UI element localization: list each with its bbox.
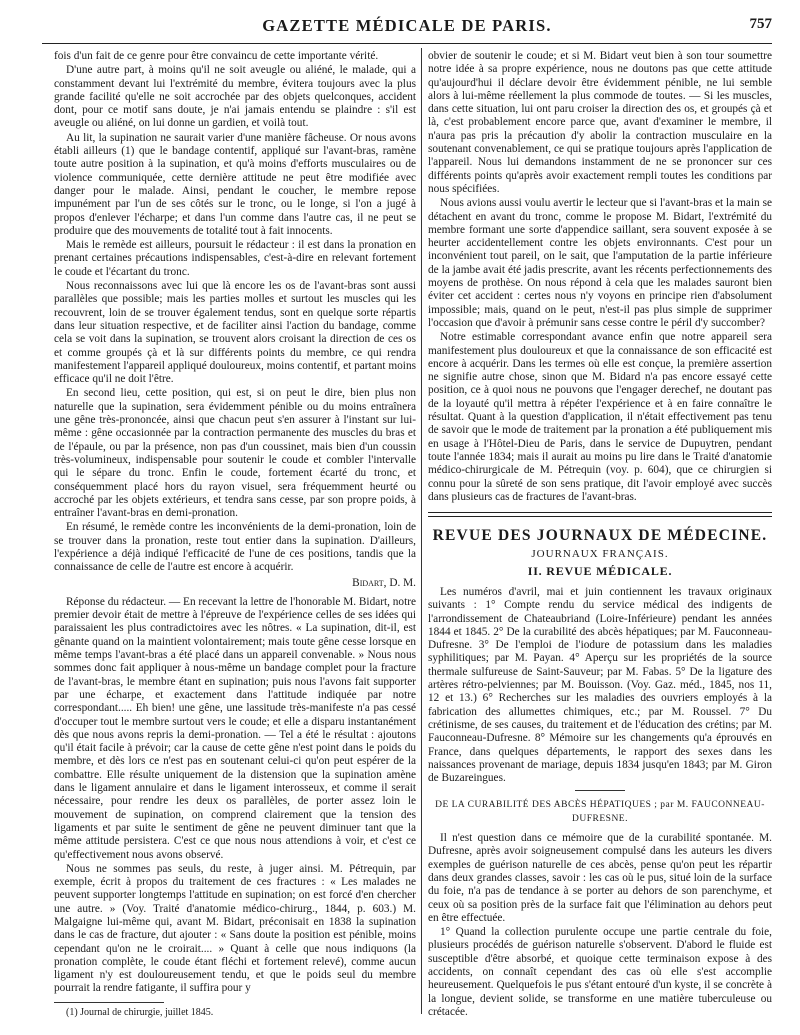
paragraph: Nous reconnaissons avec lui que là encore les os de l'avant-bras sont aussi parallèles que possible; mais les parties molles et surtout les muscles qui les recouvrent, loin de se trouver également tendus, sont en quelque sorte répartis dans leur situation respective, et de faciliter ainsi l'action du bandage, comme cela se voit dans la supination, se trouvent alors croisant la direction de ces os et comme groupés çà et là sur différents points du membre, ce qui rendra manifestement l'appareil appliqué douloureux, moins contentif, et partant moins efficace qu'il ne doit l'être.: [54, 280, 416, 386]
left-column: [54, 50, 416, 1020]
journal-title: GAZETTE MÉDICALE DE PARIS.: [262, 16, 552, 35]
paragraph: Nous avions aussi voulu avertir le lecteur que si l'avant-bras et la main se détachent en avant du tronc, comme le propose M. Bidart, l'extrémité du membre formant une sorte d'appendice saillant, sera souvent exposée à se heurter accidentellement contre les objets environnants. C'est pour un inconvénient tout pareil, on le sait, que l'amputation de la partie inférieure de la jambe avait été jadis prescrite, avant les récents perfectionnements des moyens de prothèse. On nous répond à cela que les malades sauront bien éviter cet accident : certes nous n'y voyons en principe rien d'absolument impossible; mais, quand on le peut, n'est-il pas plus simple de supprimer l'occasion que d'avoir à prémunir sans cesse contre le péril d'y succomber?: [428, 197, 772, 329]
article-heading: DE LA CURABILITÉ DES ABCÈS HÉPATIQUES ; par M. FAUCONNEAU-DUFRESNE.: [435, 800, 765, 824]
page-number: 757: [749, 16, 772, 32]
footnote: (1) Journal de chirurgie, juillet 1845.: [66, 1006, 214, 1018]
paragraph: obvier de soutenir le coude; et si M. Bidart veut bien à son tour soumettre notre idée à sa propre expérience, nous ne doutons pas que cette attitude qu'aujourd'hui il déclare devoir être évidemment pénible, ne lui semble alors à lui-même réellement la plus commode de toutes. — Si les muscles, dans cette situation, lui ont paru croiser la direction des os, et groupés çà et là, c'est probablement encore parce que, avant d'examiner le membre, il n'aura pas pris la précaution d'y abolir la contraction musculaire en la soutenant convenablement, ce qui se pratique toujours après l'application de l'appareil. Nous lui demandons instamment de ne se prononcer sur ces différents points qu'après avoir exactement rempli toutes les conditions par nous spécifiées.: [428, 50, 772, 195]
paragraph: En résumé, le remède contre les inconvénients de la demi-pronation, loin de se trouver dans la pronation, reste tout entier dans la supination. D'ailleurs, l'expérience a déjà indiqué l'efficacité de l'une de ces positions, tandis que la connaissance de celle de l'autre est encore à acquérir.: [54, 521, 416, 574]
running-header: [42, 16, 772, 40]
section-rule: [428, 512, 772, 517]
section-subtitle: JOURNAUX FRANÇAIS.: [531, 548, 669, 561]
section-title: REVUE DES JOURNAUX DE MÉDECINE.: [432, 527, 768, 545]
paragraph: Réponse du rédacteur. — En recevant la lettre de l'honorable M. Bidart, notre premier devoir était de mettre à l'épreuve de l'expérience celles de ses idées qui paraissaient les plus contradictoires avec les nôtres. « La supination, dit-il, est gênante quand on la maintient volontairement; mais toute gêne cesse lorsque en même temps l'avant-bras a été placé dans un appareil convenable. » Nous nous sommes donc fait appliquer à nous-même un bandage complet pour la fracture de l'avant-bras, le membre étant en supination; puis nous l'avons fait supporter par une écharpe, et exactement dans l'attitude indiquée par notre correspondant..... Eh bien! une gêne, une lassitude très-manifeste n'a pas cessé d'occuper tout le membre surtout vers le coude; et elle a disparu instantanément dès que nous avons repris la demi-pronation. — Tel a été le résultat : ajoutons qu'il était facile à prévoir; car la cause de cette gêne n'est point dans le poids du membre, et dès lors ce n'est pas en soutenant celui-ci qu'on peut espérer de la combattre. Elle résulte uniquement de la distension que la supination amène dans le ligament annulaire et dans le ligament interosseux, et comme il serait nécessaire, pour rendre les deux os parallèles, de porter assez loin le mouvement de supination, on comprend clairement que la tension des ligaments et par suite le sentiment de gêne ne peuvent diminuer tant que la même attitude persistera. C'est ce que nous nous attendions à voir, et c'est ce qu'effectivement nous avons observé.: [54, 595, 416, 861]
column-divider: [421, 48, 422, 1014]
footnote-rule: [54, 1002, 164, 1003]
paragraph: Il n'est question dans ce mémoire que de la curabilité spontanée. M. Dufresne, après avoir soigneusement compulsé dans les auteurs les divers exemples de guérison naturelle de ces abcès, pense qu'on peut les répartir dans deux grandes classes, savoir : les cas où le pus, situé loin de la surface du foie, n'a pas de tendance à se porter au dehors de son parenchyme, et ceux où sa position près de la surface fait que l'élimination au dehors peut en être effectuée.: [428, 832, 772, 924]
paragraph: Notre estimable correspondant avance enfin que notre appareil sera manifestement plus douloureux et que la connaissance de son efficacité est encore à acquérir. Dans les termes où elle est conçue, la première assertion ne signifie autre chose, sinon que M. Bidard n'a pas encore essayé cette position, ce à quoi nous ne pouvons que l'engager derechef, ne doutant pas de la loyauté qu'il mettra à répéter l'expérience et à en faire connaître le résultat. Quant à la question d'application, il n'était effectivement pas tenu de savoir que le mode de traitement par la pronation a été publiquement mis en usage à l'Hôtel-Dieu de Paris, dans le service de Dupuytren, pendant toute l'année 1834; mais il aurait au moins pu lire dans le Traité d'anatomie médico-chirurgicale de M. Pétrequin (voy. p. 604), que ce chirurgien si connu pour la sûreté de son sens pratique, dit l'avoir employé avec succès dans plusieurs cas de fractures de l'avant-bras.: [428, 331, 772, 503]
paragraph: Les numéros d'avril, mai et juin contiennent les travaux originaux suivants : 1° Compte rendu du service médical des indigents de l'arrondissement de Chateaubriand (Loire-Inférieure) pendant les années 1844 et 1845. 2° De la curabilité des abcès hépatiques; par M. Fauconneau-Dufresne. 3° De l'emploi de l'iodure de potassium dans les maladies syphilitiques; par M. Payan. 4° Aperçu sur les propriétés de la source thermale sulfureuse de Saint-Sauveur; par M. Fabas. 5° De la ligature des artères rétro-pelviennes; par M. Bouisson. (Voy. Gaz. méd., 1845, nos 11, 12 et 13.) 6° Recherches sur les maladies des ouvriers employés à la fabrication des allumettes chimiques, etc.; par M. Roussel. 7° Du crétinisme, de ses causes, du traitement et de l'éducation des crétins; par M. Fauconneau-Dufresne. 8° Mémoire sur les changements qu'a éprouvés en France, dans quelques départements, le rapport des sexes dans les naissances provenant de mariage, depuis 1834 jusqu'en 1843; par M. Giron de Buzareingues.: [428, 585, 772, 785]
signature: Bidart, D. M.: [352, 576, 416, 589]
paragraph: D'une autre part, à moins qu'il ne soit aveugle ou aliéné, le malade, qui a constamment devant lui l'extrémité du membre, évitera toujours avec la plus grande facilité qu'elle ne soit accrochée par des objets quelconques, accident dont, pour ce motif sans doute, je n'ai jamais entendu se plaindre : s'il est aveugle ou aliéné, on lui donne un gardien, et voilà tout.: [54, 64, 416, 130]
paragraph: En second lieu, cette position, qui est, si on peut le dire, bien plus non naturelle que la supination, sera évidemment pénible ou du moins entraînera une gêne très-prononcée, ainsi que chacun peut s'en assurer à l'instant sur lui-même : gêne occasionnée par la contraction permanente des muscles du bras et de l'épaule, ou par la présence, non pas d'un coussinet, mais bien d'un coussin très-volumineux, indispensable pour soutenir le coude et combler l'intervalle qui le sépare du tronc. Enfin le coude, fortement écarté du tronc, et conséquemment placé hors du rayon visuel, sera fréquemment heurté ou accroché par les objets extérieurs, et tendra sans cesse, par son propre poids, à entraîner l'avant-bras en demi-pronation.: [54, 387, 416, 520]
paragraph: Mais le remède est ailleurs, poursuit le rédacteur : il est dans la pronation en prenant certaines précautions indispensables, c'est-à-dire en relevant fortement le coude et l'écartant du tronc.: [54, 239, 416, 278]
paragraph: Au lit, la supination ne saurait varier d'une manière fâcheuse. Or nous avons établi ailleurs (1) que le bandage contentif, appliqué sur l'avant-bras, ramène toute autre position à la supination, et qu'à moins d'efforts musculaires ou de violence communiquée, cette dernière attitude ne peut être modifiée avec danger pour le malade. Ainsi, pendant le coucher, le membre repose impunément par l'un de ses côtés sur le tronc, ou le longe, si l'on a jugé à propos d'enlever l'écharpe; et dans l'un comme dans l'autre cas, il ne peut se produire que des mouvements de totalité tout à fait innocents.: [54, 131, 416, 237]
paragraph: fois d'un fait de ce genre pour être convaincu de cette importante vérité.: [54, 50, 379, 62]
header-rule: [42, 43, 772, 44]
paragraph: 1° Quand la collection purulente occupe une partie centrale du foie, plusieurs procédés de guérison naturelle s'observent. D'abord le fluide est susceptible d'être absorbé, et quoique cette terminaison expose à des accidents, on connaît cependant des cas où elle s'est accomplie heureusement. Quelquefois le pus s'étant entouré d'un kyste, il se concrète à la longue, devient solide, se transforme en une matière tuberculeuse ou crétacée.: [428, 926, 772, 1018]
paragraph: Nous ne sommes pas seuls, du reste, à juger ainsi. M. Pétrequin, par exemple, écrit à propos du traitement de ces fractures : « Les malades ne peuvent supporter longtemps l'attitude en supination; on est forcé d'en chercher une autre. » (Voy. Traité d'anatomie médico-chirurg., 1844, p. 603.) M. Malgaigne lui-même qui, avant M. Bidart, préconisait en 1838 la supination dans le cas de fracture, dut ajouter : « Sans doute la position est pénible, moins cependant qu'on ne le croirait.... » Quant à celle que nous indiquons (la pronation complète, le coude étant fléchi et fortement relevé), comme aucun ligament n'y est douloureusement tendu, et que le poids seul du membre pourrait la rendre fatigante, il suffira pour y: [54, 862, 416, 995]
section-subtitle: II. REVUE MÉDICALE.: [527, 563, 673, 578]
separator-rule: [575, 790, 625, 791]
right-column: [428, 50, 772, 1020]
